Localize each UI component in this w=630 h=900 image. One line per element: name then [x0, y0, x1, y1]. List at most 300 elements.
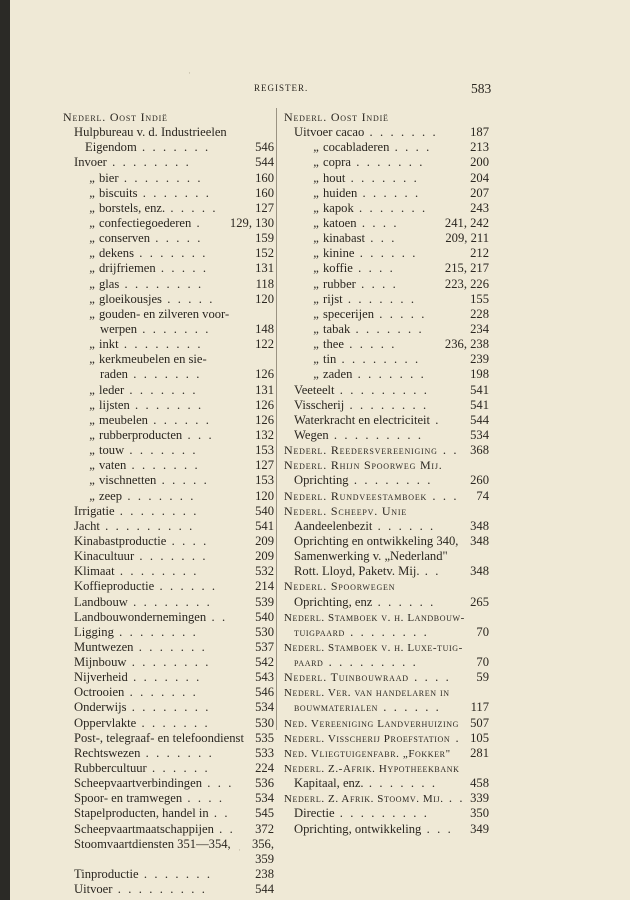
page-reference: 131: [255, 261, 274, 276]
entry-term: Klimaat: [74, 564, 115, 579]
ditto-mark: „: [313, 231, 319, 246]
page-reference: 368: [470, 443, 489, 458]
page-reference: 535: [255, 730, 274, 745]
index-entry: [284, 564, 489, 579]
entry-term: Nederl. Spoorwegen: [284, 579, 396, 594]
index-entry: [63, 746, 274, 761]
ditto-mark: „: [313, 276, 319, 291]
page-reference: 234: [470, 321, 489, 336]
page-reference: 349: [470, 821, 489, 836]
entry-term: huiden: [323, 185, 358, 200]
dot-leader: . .: [208, 806, 230, 821]
entry-term: Eigendom: [85, 140, 137, 155]
page-reference: 187: [470, 125, 489, 140]
page-reference: 105: [470, 730, 489, 745]
ditto-mark: „: [313, 352, 319, 367]
index-entry: [284, 670, 489, 685]
page-reference: 507: [470, 715, 489, 730]
index-entry: [284, 716, 489, 731]
page-reference: 542: [255, 655, 274, 670]
dot-leader: . . . . . . .: [136, 715, 210, 730]
index-entry: [63, 806, 274, 821]
ditto-mark: „: [313, 337, 319, 352]
index-entry: [284, 413, 489, 428]
ditto-mark: „: [89, 306, 95, 321]
page-reference: 155: [470, 291, 489, 306]
entry-term: Veeteelt: [294, 382, 335, 397]
index-entry: [284, 761, 489, 776]
entry-term: Nederl. Scheepv. Unie: [284, 503, 408, 518]
page-reference: 530: [255, 715, 274, 730]
entry-term: rijst: [323, 291, 343, 306]
dot-leader: .: [191, 215, 202, 230]
ditto-mark: „: [313, 140, 319, 155]
page-reference: 537: [255, 639, 274, 654]
dot-leader: . . . . . . .: [127, 670, 202, 685]
dot-leader: . . . . . . . .: [336, 352, 421, 367]
dot-leader: . . . .: [389, 140, 432, 155]
entry-term: touw: [99, 443, 125, 458]
page-reference: 118: [255, 276, 274, 291]
index-entry: [63, 700, 274, 715]
page-reference: 530: [255, 624, 274, 639]
page-reference: 126: [255, 397, 274, 412]
entry-term: zeep: [99, 488, 123, 503]
dot-leader: . . . . . .: [372, 594, 436, 609]
entry-term: Landbouwondernemingen: [74, 609, 207, 624]
entry-term: kinine: [323, 246, 355, 261]
page: [10, 0, 630, 900]
ditto-mark: „: [89, 412, 95, 427]
entry-term: confectiegoederen: [99, 215, 192, 230]
index-entry: [284, 519, 489, 534]
ditto-mark: „: [313, 200, 319, 215]
dot-leader: . . . . . . .: [364, 125, 438, 140]
dot-leader: . . . . . . . . .: [334, 806, 430, 821]
page-reference: 228: [470, 306, 489, 321]
index-entry: [284, 549, 489, 564]
dot-leader: . . . .: [408, 670, 451, 685]
page-reference: 458: [470, 776, 489, 791]
dot-leader: . . . . . . . .: [344, 397, 429, 412]
page-reference: 260: [470, 473, 489, 488]
running-header: [10, 83, 630, 99]
entry-term: vaten: [99, 458, 127, 473]
entry-term: glas: [99, 276, 120, 291]
page-reference: 545: [255, 806, 274, 821]
page-reference: 541: [255, 518, 274, 533]
index-entry: [284, 489, 489, 504]
page-reference: 544: [255, 155, 274, 170]
ditto-mark: „: [313, 261, 319, 276]
ditto-mark: „: [313, 155, 319, 170]
index-entry: [284, 458, 489, 473]
dot-leader: . . . . . . . . .: [328, 427, 424, 442]
header-title: REGISTER.: [254, 83, 309, 93]
entry-term: Tinproductie: [74, 867, 139, 882]
dot-leader: .: [430, 412, 441, 427]
dot-leader: . . . . . . .: [124, 685, 198, 700]
page-reference: 126: [255, 412, 274, 427]
entry-term: kerkmeubelen en sie-: [99, 352, 207, 367]
index-entry: [63, 140, 274, 155]
page-reference: 152: [255, 246, 274, 261]
ditto-mark: „: [89, 246, 95, 261]
index-entry: [63, 458, 274, 473]
dot-leader: . . . . . . .: [137, 185, 211, 200]
index-entry: [63, 155, 274, 170]
index-entry: [63, 292, 274, 307]
entry-term: Visscherij: [294, 397, 345, 412]
entry-term: Ligging: [74, 624, 114, 639]
entry-term: hout: [323, 170, 346, 185]
index-entry: [284, 428, 489, 443]
entry-term: Spoor- en tramwegen: [74, 791, 183, 806]
page-reference: 238: [255, 867, 274, 882]
entry-term: Aandeelenbezit: [294, 518, 373, 533]
index-entry: [284, 776, 489, 791]
index-entry: [63, 776, 274, 791]
dot-leader: . . . . . . . .: [119, 276, 204, 291]
page-reference: 214: [255, 579, 274, 594]
index-entry: [63, 413, 274, 428]
page-reference: 533: [255, 745, 274, 760]
entry-term: Post-, telegraaf- en telefoondienst: [74, 730, 244, 745]
entry-term: Nederl. Rhijn Spoorweg Mij.: [284, 458, 443, 473]
index-entry: [284, 398, 489, 413]
entry-term: Scheepvaartmaatschappijen: [74, 821, 214, 836]
entry-term: Octrooien: [74, 685, 125, 700]
dot-leader: . . . . . .: [372, 518, 436, 533]
page-reference: 209: [255, 549, 274, 564]
ditto-mark: „: [313, 185, 319, 200]
dot-leader: . . . . . . . .: [348, 473, 433, 488]
entry-term: Samenwerking v. „Nederland": [294, 549, 448, 564]
ditto-mark: „: [89, 185, 95, 200]
dot-leader: . . . . . . .: [134, 549, 208, 564]
dot-leader: . . . . .: [155, 261, 209, 276]
page-reference: 532: [255, 564, 274, 579]
page-reference: 348: [470, 533, 489, 548]
dot-leader: . . . . . . . .: [106, 155, 191, 170]
entry-term: Oprichting: [294, 473, 349, 488]
entry-term: Kinacultuur: [74, 549, 135, 564]
index-entry: [63, 595, 274, 610]
dot-leader: . . . . . . .: [350, 321, 424, 336]
page-reference: 207: [470, 185, 489, 200]
ditto-mark: „: [89, 397, 95, 412]
index-entry: [284, 171, 489, 186]
entry-term: Koffieproductie: [74, 579, 155, 594]
index-entry: [63, 564, 274, 579]
entry-term: Invoer: [74, 155, 107, 170]
index-entry: [63, 761, 274, 776]
page-reference: 120: [255, 291, 274, 306]
index-entry: [284, 201, 489, 216]
dot-leader: . . . . . . .: [133, 246, 208, 261]
dot-leader: . . . . .: [150, 231, 203, 246]
ditto-mark: „: [89, 261, 95, 276]
page-reference: 120: [255, 488, 274, 503]
dot-leader: . . . . .: [343, 337, 397, 352]
dot-leader: . . .: [421, 821, 453, 836]
page-reference: 236, 238: [444, 337, 489, 352]
index-entry: [63, 322, 274, 337]
page-reference: 122: [255, 337, 274, 352]
page-reference: 74: [476, 488, 489, 503]
index-column-right: [284, 110, 489, 837]
dot-leader: . . . . . . . . .: [99, 518, 195, 533]
entry-term: Kapitaal, enz.: [294, 776, 364, 791]
entry-term: gloeikousjes: [99, 291, 162, 306]
index-entry: [63, 579, 274, 594]
index-entry: [284, 625, 489, 640]
index-entry: [284, 791, 489, 806]
page-reference: 153: [255, 443, 274, 458]
dot-leader: . . . . . .: [377, 700, 441, 715]
index-entry: [63, 837, 274, 852]
entry-term: katoen: [323, 215, 357, 230]
index-entry: [63, 534, 274, 549]
entry-term: Oppervlakte: [74, 715, 137, 730]
entry-term: Irrigatie: [74, 503, 115, 518]
entry-term: Nederl. Oost Indië: [284, 110, 389, 124]
entry-term: conserven: [99, 231, 151, 246]
entry-term: tuigpaard: [294, 626, 345, 639]
entry-term: specerijen: [323, 306, 375, 321]
speck-mark: ·: [238, 845, 241, 855]
page-number: 583: [471, 81, 492, 96]
index-entry: [63, 337, 274, 352]
entry-term: gouden- en zilveren voor-: [99, 306, 230, 321]
index-entry: [63, 716, 274, 731]
index-entry: [284, 685, 489, 700]
dot-leader: . . . . . .: [154, 579, 218, 594]
index-entry: [63, 367, 274, 382]
index-entry: [63, 731, 274, 746]
page-reference: 539: [255, 594, 274, 609]
page-reference: 350: [470, 806, 489, 821]
ditto-mark: „: [89, 170, 95, 185]
ditto-mark: „: [89, 352, 95, 367]
entry-term: Nederl. Z. Afrik. Stoomv. Mij.: [284, 793, 444, 806]
dot-leader: . . . . . .: [147, 412, 211, 427]
entry-term: Oprichting, ontwikkeling: [294, 821, 422, 836]
entry-term: Nederl. Visscherij Proefstation: [284, 732, 451, 745]
index-entry: [63, 867, 274, 882]
entry-term: bier: [99, 170, 119, 185]
dot-leader: . . . . . . . . .: [323, 655, 418, 670]
dot-leader: . . . . . . .: [353, 200, 428, 215]
page-reference: 70: [476, 655, 489, 670]
index-entry: [284, 292, 489, 307]
index-entry: [284, 140, 489, 155]
column-divider: [276, 108, 277, 730]
entry-term: Nederl. Reedersvereeniging: [284, 443, 438, 458]
dot-leader: . . . . . . . .: [126, 655, 211, 670]
entry-term: bouwmaterialen: [294, 702, 378, 715]
entry-term: rubberproducten: [99, 427, 183, 442]
dot-leader: . . . . . . .: [140, 745, 214, 760]
page-reference: 544: [470, 412, 489, 427]
page-reference: 546: [255, 140, 274, 155]
entry-term: biscuits: [99, 185, 138, 200]
page-reference: 117: [470, 700, 489, 715]
entry-term: Mijnbouw: [74, 655, 127, 670]
page-reference: 546: [255, 685, 274, 700]
dot-leader: . . . . . . .: [129, 397, 204, 412]
entry-term: Nederl. Stamboek v. h. Landbouw-: [284, 611, 465, 624]
entry-term: Hulpbureau v. d. Industrieelen: [74, 125, 227, 140]
ditto-mark: „: [89, 382, 95, 397]
speck-mark: ·: [188, 68, 191, 78]
dot-leader: . . . . . . .: [342, 291, 417, 306]
entry-term: Stoomvaartdiensten 351—354,: [74, 836, 231, 851]
entry-term: drijfriemen: [99, 261, 156, 276]
dot-leader: . . . . . .: [146, 761, 210, 776]
dot-leader: . .: [443, 791, 465, 806]
entry-term: Kinabastproductie: [74, 533, 167, 548]
entry-term: Oprichting, enz: [294, 594, 373, 609]
index-entry: [284, 610, 489, 625]
page-reference: 541: [470, 397, 489, 412]
page-reference: 241, 242: [444, 215, 489, 230]
index-entry: [63, 186, 274, 201]
entry-term: paard: [294, 657, 324, 670]
dot-leader: . . . . . .: [357, 185, 421, 200]
page-reference: 243: [470, 200, 489, 215]
ditto-mark: „: [89, 427, 95, 442]
dot-leader: . . . . .: [161, 291, 215, 306]
ditto-mark: „: [313, 291, 319, 306]
dot-leader: . . . . . . .: [137, 321, 211, 336]
ditto-mark: „: [89, 276, 95, 291]
entry-term: Ned. Vliegtuigenfabr. „Fokker": [284, 747, 451, 760]
index-entry: [284, 700, 489, 715]
page-reference: 536: [255, 776, 274, 791]
dot-leader: . . . .: [166, 533, 209, 548]
dot-leader: . . . . . . .: [345, 170, 419, 185]
page-reference: 153: [255, 473, 274, 488]
entry-term: kapok: [323, 200, 354, 215]
index-entry: [63, 822, 274, 837]
page-reference: 212: [470, 246, 489, 261]
entry-term: Nederl. Z.-Afrik. Hypotheekbank: [284, 763, 460, 776]
dot-leader: . . . . . . .: [133, 639, 207, 654]
entry-term: dekens: [99, 246, 134, 261]
dot-leader: . . . . . . . .: [118, 337, 203, 352]
entry-term: Jacht: [74, 518, 100, 533]
page-reference: 356,: [251, 836, 274, 851]
dot-leader: . . . . .: [374, 306, 427, 321]
ditto-mark: „: [313, 306, 319, 321]
dot-leader: . . . . . . . .: [127, 594, 212, 609]
index-entry: [284, 186, 489, 201]
page-reference: 348: [470, 564, 489, 579]
index-entry: [63, 201, 274, 216]
dot-leader: . . . . . . . .: [113, 624, 198, 639]
index-entry: [284, 504, 489, 519]
page-reference: 540: [255, 503, 274, 518]
index-entry: [284, 261, 489, 276]
index-entry: [284, 322, 489, 337]
dot-leader: . . . .: [352, 261, 395, 276]
dot-leader: . . . . .: [165, 200, 218, 215]
index-entry: [63, 428, 274, 443]
entry-term: Stapelproducten, handel in: [74, 806, 209, 821]
index-entry: [63, 852, 274, 867]
index-entry: [284, 337, 489, 352]
page-reference: 160: [255, 170, 274, 185]
page-reference: 160: [255, 185, 274, 200]
index-entry: [284, 155, 489, 170]
page-reference: 127: [255, 200, 274, 215]
entry-term: Muntwezen: [74, 639, 134, 654]
index-entry: [63, 519, 274, 534]
ditto-mark: „: [89, 215, 95, 230]
index-entry: [284, 125, 489, 140]
index-entry: [284, 443, 489, 458]
page-reference: 148: [255, 321, 274, 336]
page-reference: 339: [470, 791, 489, 806]
page-reference: 265: [470, 594, 489, 609]
entry-term: copra: [323, 155, 351, 170]
ditto-mark: „: [89, 231, 95, 246]
ditto-mark: „: [313, 246, 319, 261]
index-entry: [284, 352, 489, 367]
page-reference: 372: [255, 821, 274, 836]
index-entry: [284, 216, 489, 231]
index-entry: [63, 882, 274, 897]
page-reference: 534: [470, 427, 489, 442]
index-entry: [63, 307, 274, 322]
index-entry: [63, 655, 274, 670]
page-reference: 209: [255, 533, 274, 548]
entry-term: Waterkracht en electriciteit: [294, 412, 431, 427]
entry-term: Oprichting en ontwikkeling 340,: [294, 533, 459, 548]
page-reference: 127: [255, 458, 274, 473]
entry-term: kinabast: [323, 231, 365, 246]
index-entry: [284, 110, 489, 125]
page-reference: 544: [255, 882, 274, 897]
dot-leader: . . . . . . .: [352, 367, 426, 382]
page-reference: 534: [255, 791, 274, 806]
dot-leader: . . . . . . .: [127, 367, 202, 382]
ditto-mark: „: [89, 337, 95, 352]
index-entry: [284, 822, 489, 837]
dot-leader: . . . . . . . .: [114, 503, 199, 518]
page-reference: 223, 226: [444, 276, 489, 291]
index-entry: [63, 685, 274, 700]
entry-term: werpen: [100, 321, 138, 336]
dot-leader: . . . . . . .: [124, 443, 198, 458]
dot-leader: . . . . . . . .: [344, 624, 429, 639]
index-entry: [284, 595, 489, 610]
index-entry: [63, 277, 274, 292]
page-reference: 204: [470, 170, 489, 185]
dot-leader: . .: [419, 564, 441, 579]
dot-leader: . . . .: [182, 791, 225, 806]
entry-term: Nederl. Ver. van handelaren in: [284, 687, 450, 700]
index-entry: [63, 383, 274, 398]
dot-leader: . .: [213, 821, 235, 836]
index-entry: [63, 549, 274, 564]
entry-term: meubelen: [99, 412, 148, 427]
entry-term: leder: [99, 382, 125, 397]
dot-leader: . . . . . . . .: [114, 564, 199, 579]
entry-term: Nederl. Stamboek v. h. Luxe-tuig-: [284, 641, 463, 654]
dot-leader: . . . . . . . . .: [334, 382, 430, 397]
